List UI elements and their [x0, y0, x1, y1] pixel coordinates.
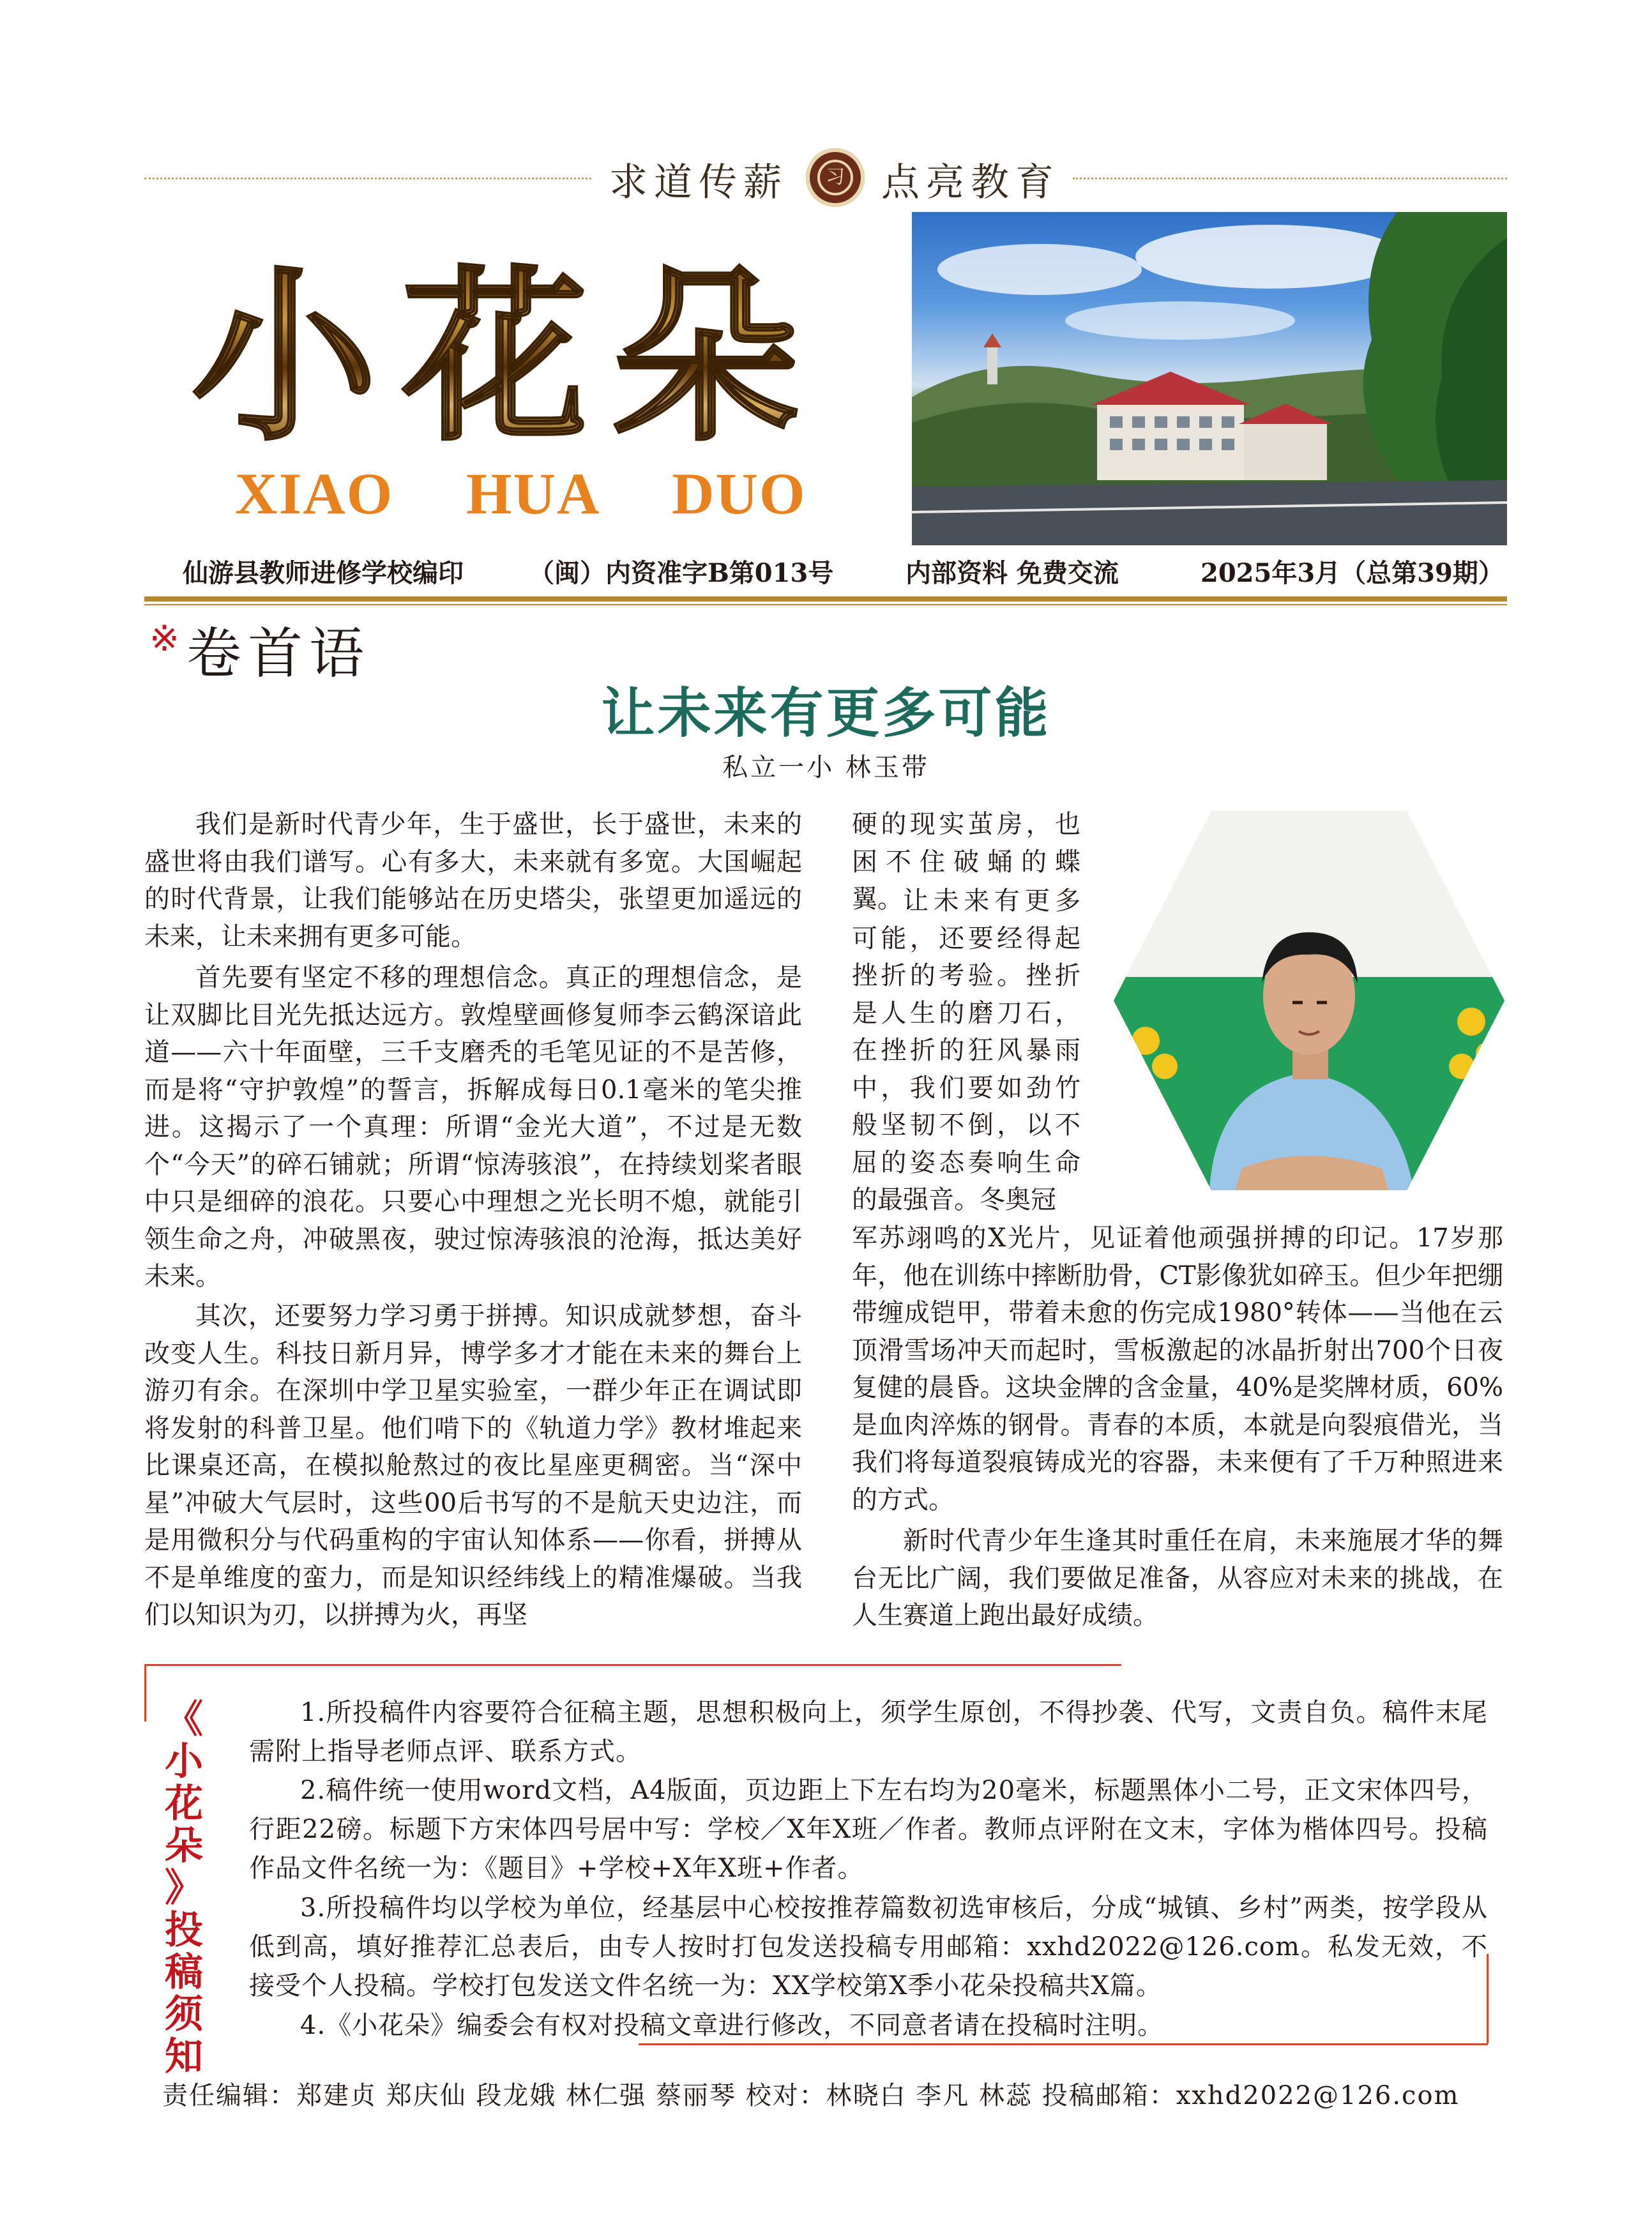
article-paragraph: 让未来有更多可能，还要经得起挫折的考验。挫折是人生的磨刀石，在挫折的狂风暴雨中，我们要如劲竹般坚韧不倒，以不屈的姿态奏响生命的最强音。冬奥冠 [852, 886, 1080, 1215]
school-logo [806, 148, 865, 207]
header-rule-thin [144, 604, 1507, 605]
article-paragraph: 首先要有坚定不移的理想信念。真正的理想信念，是让双脚比目光先抵达远方。敦煌壁画修复师李云鹤深谙此道——六十年面壁，三千支磨秃的毛笔见证的不是苦修，而是将“守护敦煌”的誓言，拆解成每日0.1毫米的笔尖推进。这揭示了一个真理：所谓“金光大道”，不过是无数个“今天”的碎石铺就；所谓“惊涛骇浪”，在持续划桨者眼中只是细碎的浪花。只要心中理想之光长明不熄，就能引领生命之舟，冲破黑夜，驶过惊涛骇浪的沧海，抵达美好未来。 [144, 963, 802, 1291]
pinyin-1: XIAO [235, 461, 394, 526]
permit-number: （闽）内资准字B第013号 [529, 558, 834, 588]
guideline-item: 4.《小花朵》编委会有权对投稿文章进行修改，不同意者请在投稿时注明。 [300, 2011, 1164, 2040]
guidelines-label-char: 《 [165, 1697, 203, 1742]
masthead-title: 小花朵 [192, 249, 824, 466]
guidelines-label-char: 须 [165, 1992, 203, 2037]
guidelines-label-char: 朵 [165, 1824, 203, 1868]
article-title: 让未来有更多可能 [601, 681, 1051, 745]
campus-photo-illustration [912, 212, 1507, 545]
motto-divider-left [144, 178, 591, 179]
guidelines-label-char: 稿 [165, 1950, 203, 1995]
issue-info: 2025年3月（总第39期） [1201, 558, 1504, 588]
article-paragraph: 我们是新时代青少年，生于盛世，长于盛世，未来的盛世将由我们谱写。心有多大，未来就有多宽。大国崛起的时代背景，让我们能够站在历史塔尖，张望更加遥远的未来，让未来拥有更多可能。 [144, 810, 802, 951]
header-rule [144, 596, 1507, 602]
section-mark-icon: ※ [149, 618, 179, 660]
motto-divider-right [1073, 178, 1507, 179]
section-title: 卷首语 [186, 622, 370, 686]
guidelines-top-border [144, 1664, 1121, 1666]
article-byline: 私立一小 林玉带 [722, 753, 930, 782]
motto-left: 求道传薪 [609, 160, 788, 205]
guidelines-vertical-label [158, 1699, 209, 2078]
article-paragraph: 其次，还要努力学习勇于拼搏。知识成就梦想，奋斗改变人生。科技日新月异，博学多才才能在未来的舞台上游刃有余。在深圳中学卫星实验室，一群少年正在调试即将发射的科普卫星。他们啃下的《轨道力学》教材堆起来比课桌还高，在模拟舱熬过的夜比星座更稠密。当“深中星”冲破大气层时，这些00后书写的不是航天史边注，而是用微积分与代码重构的宇宙认知体系——你看，拼搏从不是单维度的蛮力，而是知识经纬线上的精准爆破。当我们以知识为刃，以拼搏为火，再坚 [144, 1301, 802, 1630]
author-portrait-illustration [1114, 811, 1504, 1190]
guidelines-label-char: 花 [165, 1782, 203, 1826]
circulation-note: 内部资料 免费交流 [906, 558, 1119, 588]
guideline-item: 1.所投稿件内容要符合征稿主题，思想积极向上，须学生原创，不得抄袭、代写，文责自负。稿件末尾需附上指导老师点评、联系方式。 [249, 1698, 1488, 1766]
article-paragraph: 新时代青少年生逢其时重任在肩，未来施展才华的舞台无比广阔，我们要做足准备，从容应对未来的挑战，在人生赛道上跑出最好成绩。 [852, 1526, 1503, 1630]
article-paragraph: 军苏翊鸣的X光片，见证着他顽强拼搏的印记。17岁那年，他在训练中摔断肋骨，CT影像犹如碎玉。但少年把绷带缠成铠甲，带着未愈的伤完成1980°转体——当他在云顶滑雪场冲天而起时，雪板激起的冰晶折射出700个日夜复健的晨昏。这块金牌的含金量，40%是奖牌材质，60%是血肉淬炼的钢骨。青春的本质，本就是向裂痕借光，当我们将每道裂痕铸成光的容器，未来便有了千万种照进来的方式。 [852, 1223, 1503, 1515]
article-paragraph: 硬的现实茧房，也困不住破蛹的蝶翼。 [852, 810, 1080, 914]
guidelines-label-char: 投 [165, 1908, 203, 1953]
guideline-item: 3.所投稿件均以学校为单位，经基层中心校按推荐篇数初选审核后，分成“城镇、乡村”两类，按学段从低到高，填好推荐汇总表后，由专人按时打包发送投稿专用邮箱：xxhd2022@126.com。私发无效，不接受个人投稿。学校打包发送文件名统一为：XX学校第X季小花朵投稿共X篇。 [249, 1893, 1488, 2001]
pinyin-2: HUA [466, 461, 601, 526]
publisher: 仙游县教师进修学校编印 [183, 558, 464, 588]
guidelines-label-char: 小 [165, 1739, 203, 1784]
author-portrait [1114, 811, 1504, 1190]
logo-glyph: 习 [817, 160, 853, 195]
guideline-item: 2.稿件统一使用word文档，A4版面，页边距上下左右均为20毫米，标题黑体小二号，正文宋体四号，行距22磅。标题下方宋体四号居中写：学校／X年X班／作者。教师点评附在文末，字体为楷体四号。投稿作品文件名统一为：《题目》+学校+X年X班+作者。 [249, 1776, 1488, 1883]
motto-right: 点亮教育 [881, 160, 1060, 205]
pinyin-3: DUO [672, 461, 807, 526]
editorial-credits: 责任编辑：郑建贞 郑庆仙 段龙娥 林仁强 蔡丽琴 校对：林晓白 李凡 林蕊 投稿邮箱：xxhd2022@126.com [162, 2081, 1460, 2110]
guidelines-left-border [144, 1664, 146, 1722]
guidelines-label-char: 》 [165, 1866, 203, 1911]
campus-photo [912, 212, 1507, 545]
guidelines-label-char: 知 [165, 2034, 203, 2079]
